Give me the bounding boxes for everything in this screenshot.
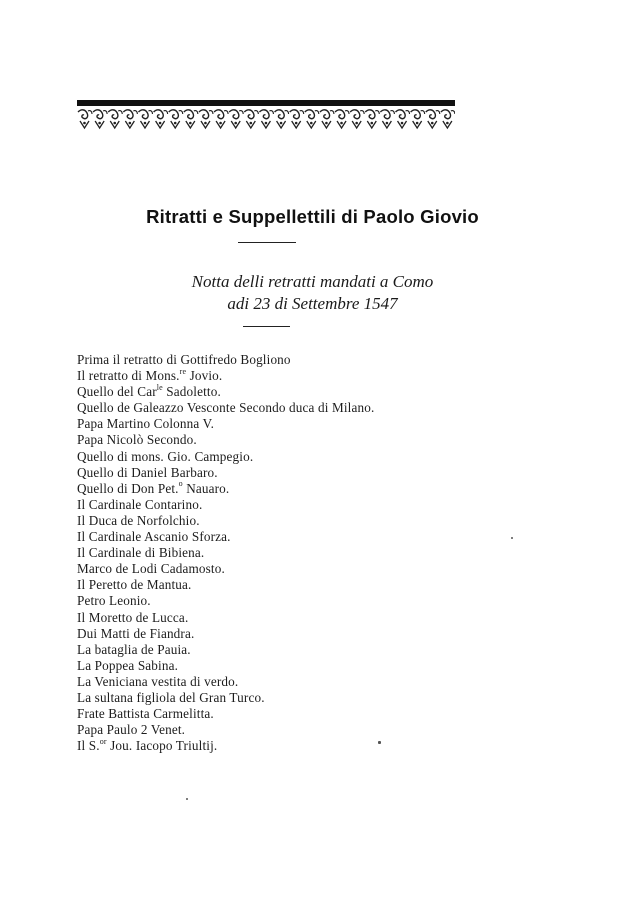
title-rule bbox=[238, 242, 296, 243]
list-item bbox=[77, 738, 497, 754]
ornament-motif bbox=[290, 110, 304, 128]
ornament-motif bbox=[335, 110, 349, 128]
list-item-text: Il S. bbox=[77, 738, 100, 754]
list-item: Papa Nicolò Secondo. bbox=[77, 432, 197, 448]
paper-speck bbox=[378, 741, 381, 744]
ornament-motif bbox=[108, 110, 122, 128]
ornament-motif bbox=[275, 110, 289, 128]
portrait-list bbox=[77, 352, 497, 754]
list-item: Quello di Daniel Barbaro. bbox=[77, 464, 218, 480]
list-item: Marco de Lodi Cadamosto. bbox=[77, 561, 225, 577]
list-item: Papa Martino Colonna V. bbox=[77, 416, 215, 432]
list-item: Il Peretto de Mantua. bbox=[77, 577, 192, 593]
ornament-motif bbox=[396, 110, 410, 128]
abbreviation-superscript: le bbox=[156, 382, 163, 392]
list-item-text: Quello di Don Pet. bbox=[77, 480, 179, 496]
ornament-motif bbox=[244, 110, 258, 128]
ornament-motif bbox=[441, 110, 455, 128]
ornament-band bbox=[77, 108, 455, 130]
paper-speck bbox=[511, 537, 513, 539]
list-item: La Poppea Sabina. bbox=[77, 657, 179, 673]
ornament-motif bbox=[380, 110, 394, 128]
ornament-motif bbox=[411, 110, 425, 128]
list-item: La bataglia de Pauia. bbox=[77, 641, 191, 657]
list-item: Quello di mons. Gio. Campegio. bbox=[77, 448, 254, 464]
ornament-top-bar bbox=[77, 100, 455, 106]
list-item: Prima il retratto di Gottifredo Bogliono bbox=[77, 352, 291, 367]
page-title: Ritratti e Suppellettili di Paolo Giovio bbox=[146, 206, 479, 227]
list-item bbox=[77, 481, 497, 497]
ornament-motif bbox=[365, 110, 379, 128]
subtitle-line-1: Notta delli retratti mandati a Como bbox=[191, 272, 434, 291]
abbreviation-superscript: o bbox=[178, 479, 183, 489]
list-item: Dui Matti de Fiandra. bbox=[77, 625, 195, 641]
list-item: Frate Battista Carmelitta. bbox=[77, 706, 214, 722]
ornament-motif bbox=[184, 110, 198, 128]
subtitle-line-2: adi 23 di Settembre 1547 bbox=[227, 294, 398, 313]
list-item-text: Quello del Car bbox=[77, 384, 157, 400]
ornament-motif bbox=[93, 110, 107, 128]
ornament-motif bbox=[169, 110, 183, 128]
ornament-motif bbox=[426, 110, 440, 128]
list-item: Petro Leonio. bbox=[77, 593, 151, 609]
list-item-text: Nauaro. bbox=[182, 480, 230, 496]
ornament-motif bbox=[123, 110, 137, 128]
list-item: Quello de Galeazzo Vesconte Secondo duca di Milano. bbox=[77, 400, 375, 416]
subtitle-rule bbox=[243, 326, 290, 327]
list-item: Il Duca de Norfolchio. bbox=[77, 512, 200, 528]
ornament-motif bbox=[320, 110, 334, 128]
ornament-motif bbox=[78, 110, 92, 128]
list-item: Il Moretto de Lucca. bbox=[77, 609, 189, 625]
list-item: Il Cardinale Ascanio Sforza. bbox=[77, 529, 231, 545]
list-item-text: Sadoletto. bbox=[162, 384, 221, 400]
ornament-motif bbox=[305, 110, 319, 128]
ornament-motif bbox=[214, 110, 228, 128]
ornament-motif bbox=[154, 110, 168, 128]
abbreviation-superscript: re bbox=[179, 366, 187, 376]
list-item-text: Jou. Iacopo Triultij. bbox=[106, 738, 218, 754]
list-item: La sultana figliola del Gran Turco. bbox=[77, 689, 265, 705]
ornament-motif bbox=[138, 110, 152, 128]
ornament-pattern-icon bbox=[77, 108, 455, 130]
list-item bbox=[77, 368, 497, 384]
list-item-text: Jovio. bbox=[186, 368, 223, 384]
list-item: Il Cardinale Contarino. bbox=[77, 496, 203, 512]
ornament-motif bbox=[229, 110, 243, 128]
ornament-motif bbox=[259, 110, 273, 128]
list-item: La Veniciana vestita di verdo. bbox=[77, 673, 239, 689]
list-item: Papa Paulo 2 Venet. bbox=[77, 722, 186, 738]
ornament-motif bbox=[350, 110, 364, 128]
list-item: Il Cardinale di Bibiena. bbox=[77, 545, 205, 561]
ornament-motif bbox=[199, 110, 213, 128]
abbreviation-superscript: or bbox=[99, 736, 107, 746]
list-item-text: Il retratto di Mons. bbox=[77, 368, 180, 384]
list-item bbox=[77, 384, 497, 400]
paper-speck bbox=[186, 798, 188, 800]
